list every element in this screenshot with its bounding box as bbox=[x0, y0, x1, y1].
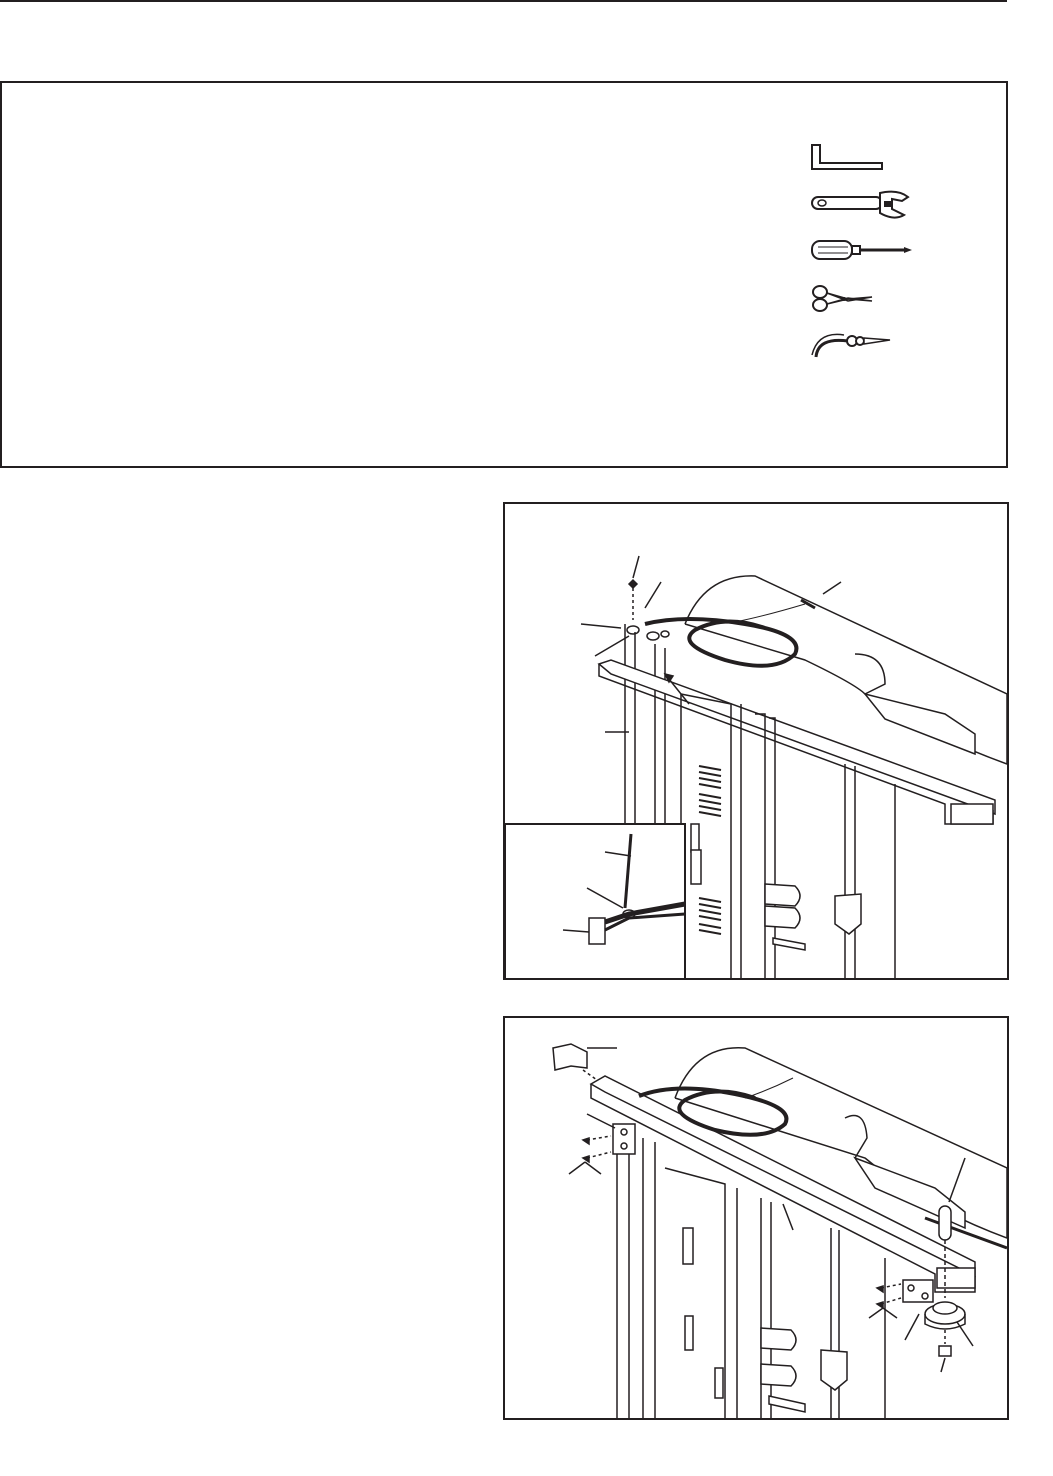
scissors-icon bbox=[808, 283, 878, 313]
needlenose-pliers-icon bbox=[808, 327, 898, 363]
hex-key-icon bbox=[808, 143, 890, 173]
header-rule bbox=[0, 0, 1007, 2]
adjustable-wrench-icon bbox=[808, 187, 918, 223]
phillips-screwdriver-icon bbox=[808, 235, 918, 265]
inset-frame bbox=[505, 824, 685, 978]
figure-1-drawing bbox=[505, 504, 1007, 978]
assembly-figure-1 bbox=[503, 502, 1009, 980]
tools-box bbox=[0, 81, 1008, 468]
assembly-figure-2 bbox=[503, 1016, 1009, 1420]
figure-2-drawing bbox=[505, 1018, 1007, 1418]
